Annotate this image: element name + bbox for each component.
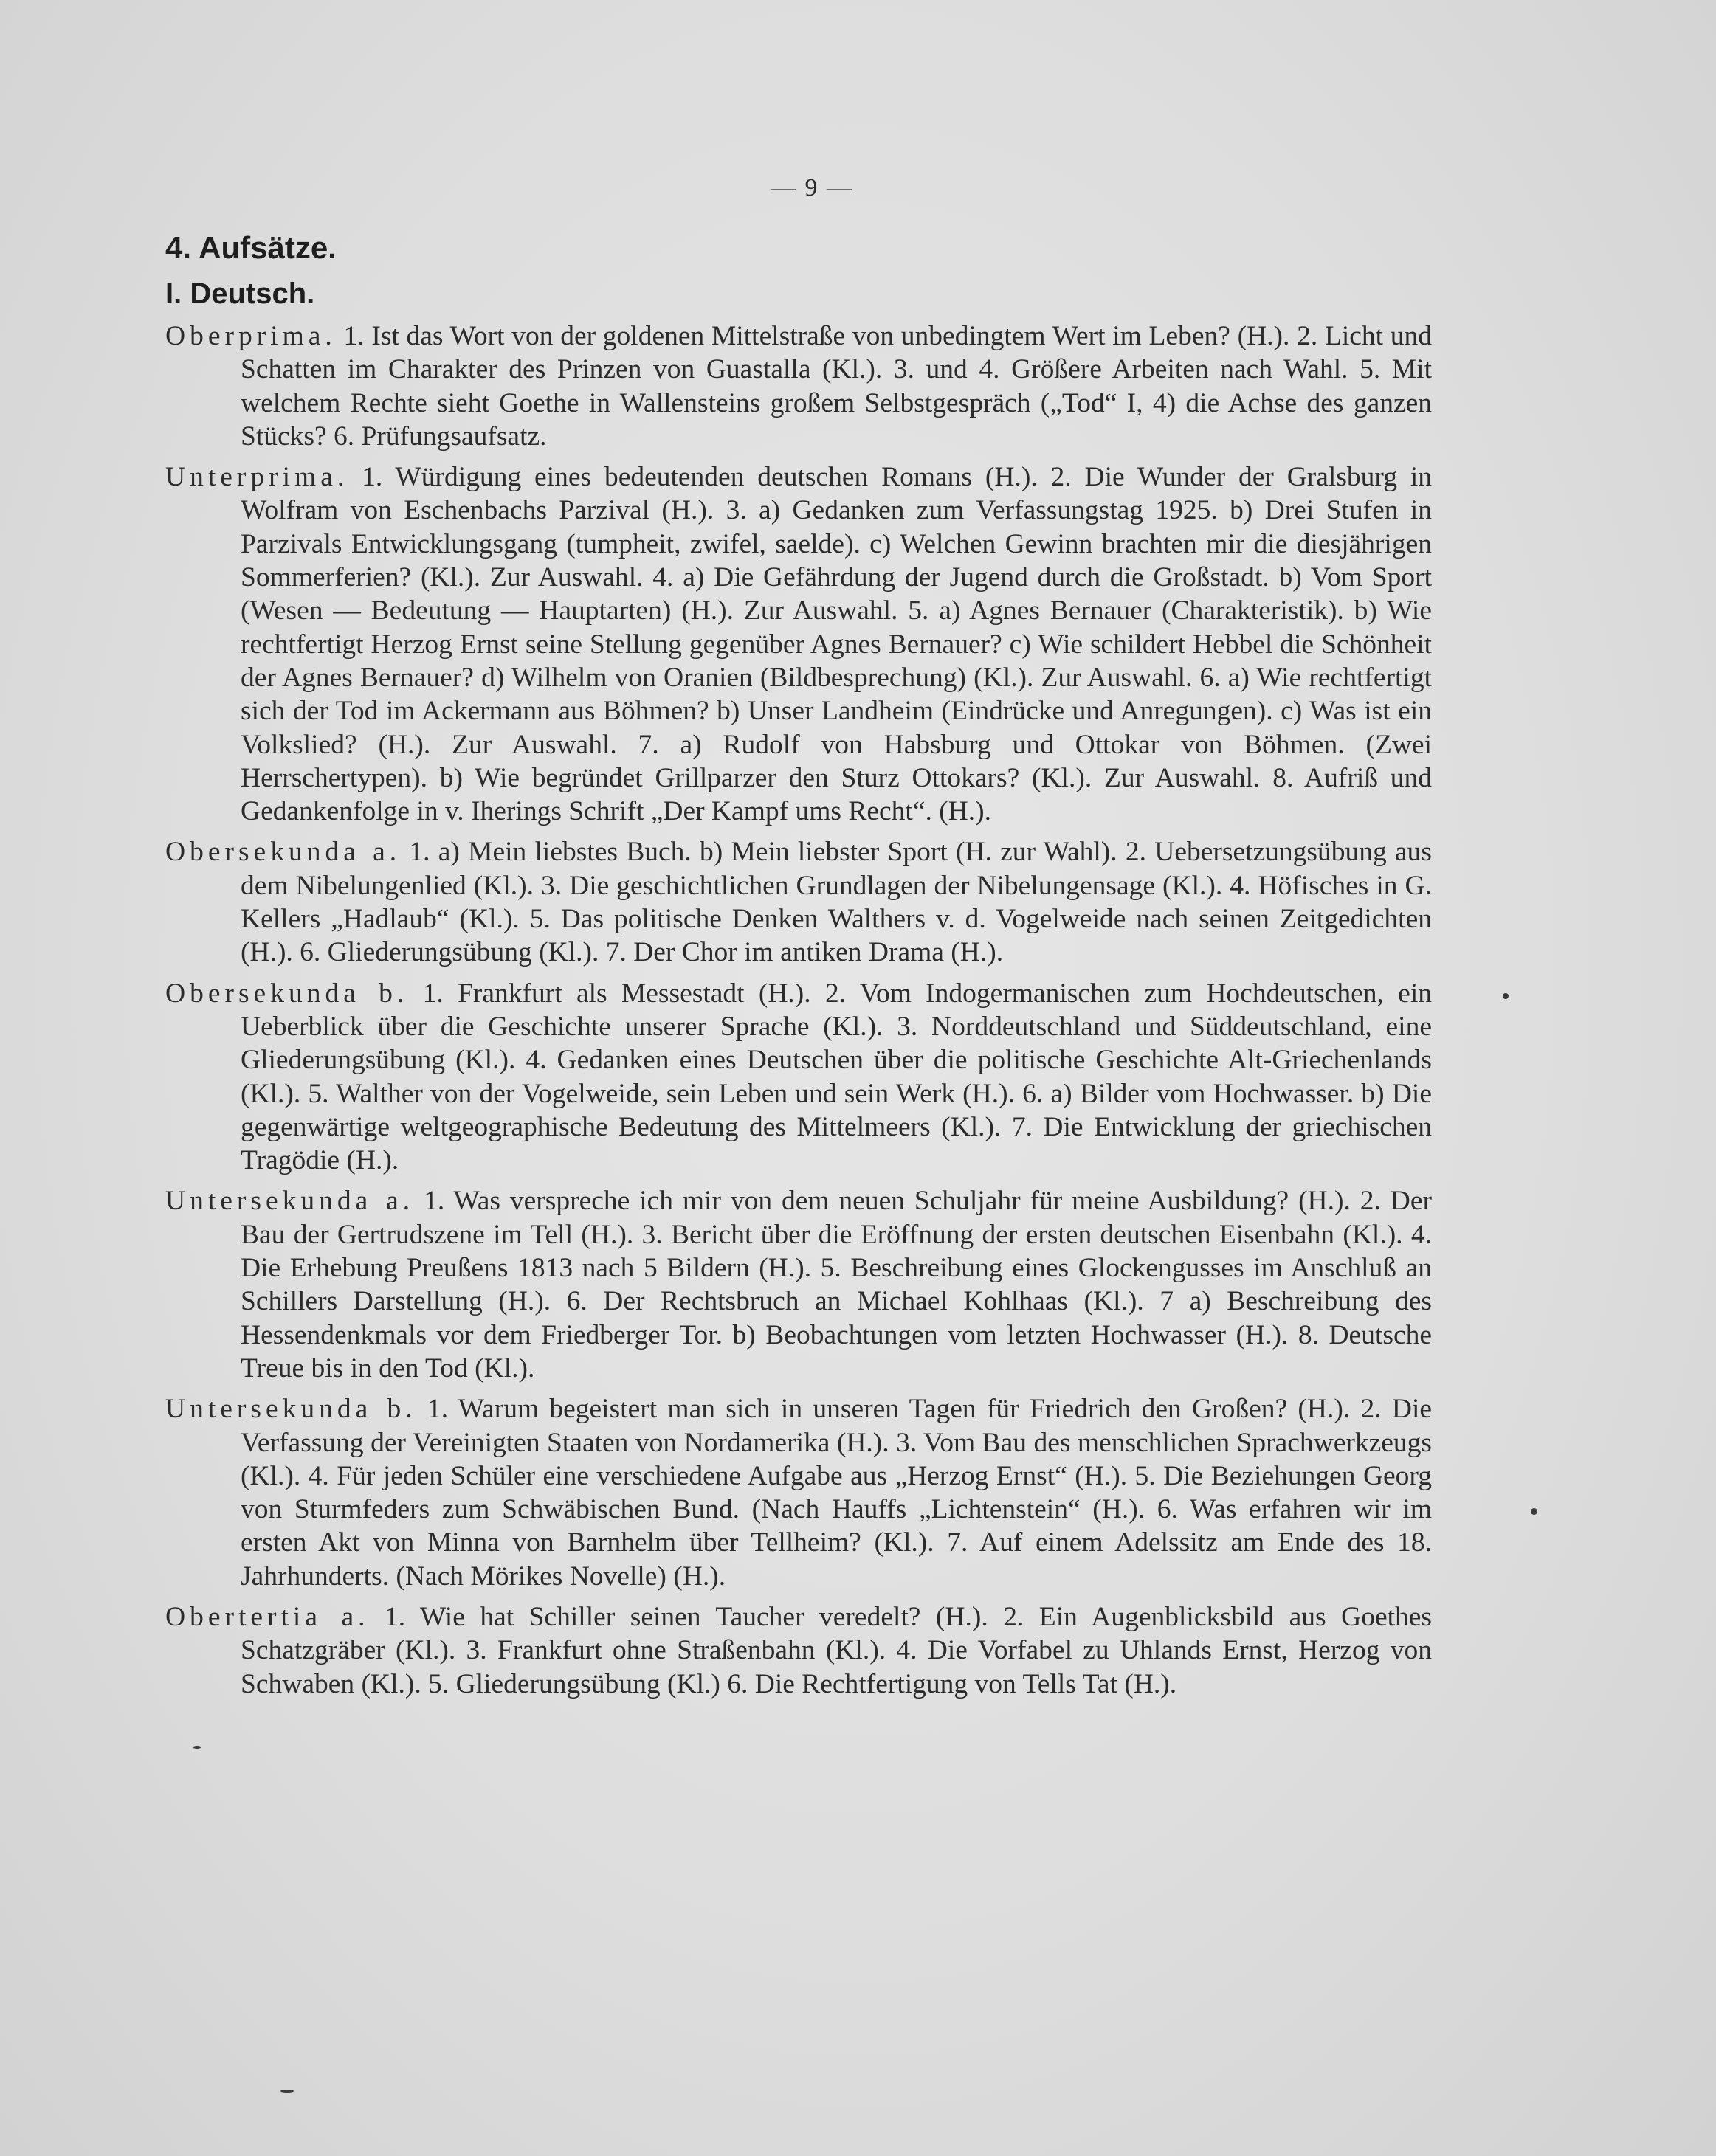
essay-topic-list: [165, 319, 1432, 1708]
entry-obertertia-a: [165, 1600, 1432, 1701]
entry-text: 1. Würdigung eines bedeutenden deutschen Romans (H.). 2. Die Wunder der Gralsburg in Wolfram von Eschenbachs Parzival (H.). 3. a) Gedanken zum Verfassungstag 1925. b) Drei Stufen in Parzivals Entwicklungsgang (tumpheit, zwifel, saelde). c) Welchen Gewinn brachten mir die diesjährigen Sommerferien? (Kl.). Zur Auswahl. 4. a) Die Gefährdung der Jugend durch die Großstadt. b) Vom Sport (Wesen — Bedeutung — Hauptarten) (H.). Zur Auswahl. 5. a) Agnes Bernauer (Charakteristik). b) Wie rechtfertigt Herzog Ernst seine Stellung gegenüber Agnes Bernauer? c) Wie schildert Hebbel die Schönheit der Agnes Bernauer? d) Wilhelm von Oranien (Bildbesprechung) (Kl.). Zur Auswahl. 6. a) Wie rechtfertigt sich der Tod im Ackermann aus Böhmen? b) Unser Landheim (Eindrücke und Anregungen). c) Was ist ein Volkslied? (H.). Zur Auswahl. 7. a) Rudolf von Habsburg und Ottokar von Böhmen. (Zwei Herrschertypen). b) Wie begründet Grillparzer den Sturz Ottokars? (Kl.). Zur Auswahl. 8. Aufriß und Gedankenfolge in v. Iherings Schrift „Der Kampf ums Recht“. (H.).: [241, 462, 1433, 827]
entry-untersekunda-a: [165, 1184, 1432, 1385]
class-label: Untersekunda b.: [165, 1394, 417, 1425]
scan-speck: [280, 2090, 294, 2093]
entry-obersekunda-a: [165, 835, 1432, 969]
entry-text: 1. Wie hat Schiller seinen Taucher veredelt? (H.). 2. Ein Augenblicksbild aus Goethes Schatzgräber (Kl.). 3. Frankfurt ohne Straßenbahn (Kl.). 4. Die Vorfabel zu Uhlands Ernst, Herzog von Schwaben (Kl.). 5. Gliederungsübung (Kl.) 6. Die Rechtfertigung von Tells Tat (H.).: [241, 1601, 1433, 1699]
class-label: Obersekunda b.: [165, 978, 409, 1009]
entry-obersekunda-b: [165, 977, 1432, 1178]
scan-speck: [193, 1746, 201, 1749]
page-number: — 9 —: [771, 174, 853, 201]
entry-oberprima: [165, 319, 1432, 453]
class-label: Untersekunda a.: [165, 1186, 415, 1217]
class-label: Unterprima.: [165, 462, 349, 493]
entry-text: 1. Frankfurt als Messestadt (H.). 2. Vom Indogermanischen zum Hochdeutschen, ein Ueberblick über die Geschichte unserer Sprache (Kl.). 3. Norddeutschland und Süddeutschland, eine Gliederungsübung (Kl.). 4. Gedanken eines Deutschen über die politische Geschichte Alt-Griechenlands (Kl.). 5. Walther von der Vogelweide, sein Leben und sein Werk (H.). 6. a) Bilder vom Hochwasser. b) Die gegenwärtige weltgeographische Bedeutung des Mittelmeers (Kl.). 7. Die Entwicklung der griechischen Tragödie (H.).: [241, 978, 1432, 1176]
section-title: 4. Aufsätze.: [165, 230, 337, 265]
class-label: Oberprima.: [165, 321, 337, 351]
class-label: Obersekunda a.: [165, 837, 402, 868]
entry-text: 1. Ist das Wort von der goldenen Mittelstraße von unbedingtem Wert im Leben? (H.). 2. Licht und Schatten im Charakter des Prinzen von Guastalla (Kl.). 3. und 4. Größere Arbeiten nach Wahl. 5. Mit welchem Rechte sieht Goethe in Wallensteins großem Selbstgespräch („Tod“ I, 4) die Achse des ganzen Stücks? 6. Prüfungsaufsatz.: [241, 321, 1432, 452]
scan-speck: [1531, 1508, 1537, 1515]
subsection-title: I. Deutsch.: [165, 277, 315, 310]
entry-text: 1. Was verspreche ich mir von dem neuen Schuljahr für meine Ausbildung? (H.). 2. Der Bau der Gertrudszene im Tell (H.). 3. Bericht über die Eröffnung der ersten deutschen Eisenbahn (Kl.). 4. Die Erhebung Preußens 1813 nach 5 Bildern (H.). 5. Beschreibung eines Glockengusses im Anschluß an Schillers Darstellung (H.). 6. Der Rechtsbruch an Michael Kohlhaas (Kl.). 7 a) Beschreibung des Hessendenkmals vor dem Friedberger Tor. b) Beobachtungen vom letzten Hochwasser (H.). 8. Deutsche Treue bis in den Tod (Kl.).: [241, 1186, 1432, 1383]
entry-text: 1. Warum begeistert man sich in unseren Tagen für Friedrich den Großen? (H.). 2. Die Verfassung der Vereinigten Staaten von Nordamerika (H.). 3. Vom Bau des menschlichen Sprachwerkzeugs (Kl.). 4. Für jeden Schüler eine verschiedene Aufgabe aus „Herzog Ernst“ (H.). 5. Die Beziehungen Georg von Sturmfeders zum Schwäbischen Bund. (Nach Hauffs „Lichtenstein“ (H.). 6. Was erfahren wir im ersten Akt von Minna von Barnhelm über Tellheim? (Kl.). 7. Auf einem Adelssitz am Ende des 18. Jahrhunderts. (Nach Mörikes Novelle) (H.).: [241, 1394, 1433, 1592]
entry-text: 1. a) Mein liebstes Buch. b) Mein liebster Sport (H. zur Wahl). 2. Uebersetzungsübung aus dem Nibelungenlied (Kl.). 3. Die geschichtlichen Grundlagen der Nibelungensage (Kl.). 4. Höfisches in G. Kellers „Hadlaub“ (Kl.). 5. Das politische Denken Walthers v. d. Vogelweide nach seinen Zeitgedichten (H.). 6. Gliederungsübung (Kl.). 7. Der Chor im antiken Drama (H.).: [241, 837, 1432, 968]
scan-speck: [1503, 993, 1509, 999]
class-label: Obertertia a.: [165, 1601, 370, 1632]
entry-unterprima: [165, 460, 1432, 828]
entry-untersekunda-b: [165, 1392, 1432, 1593]
